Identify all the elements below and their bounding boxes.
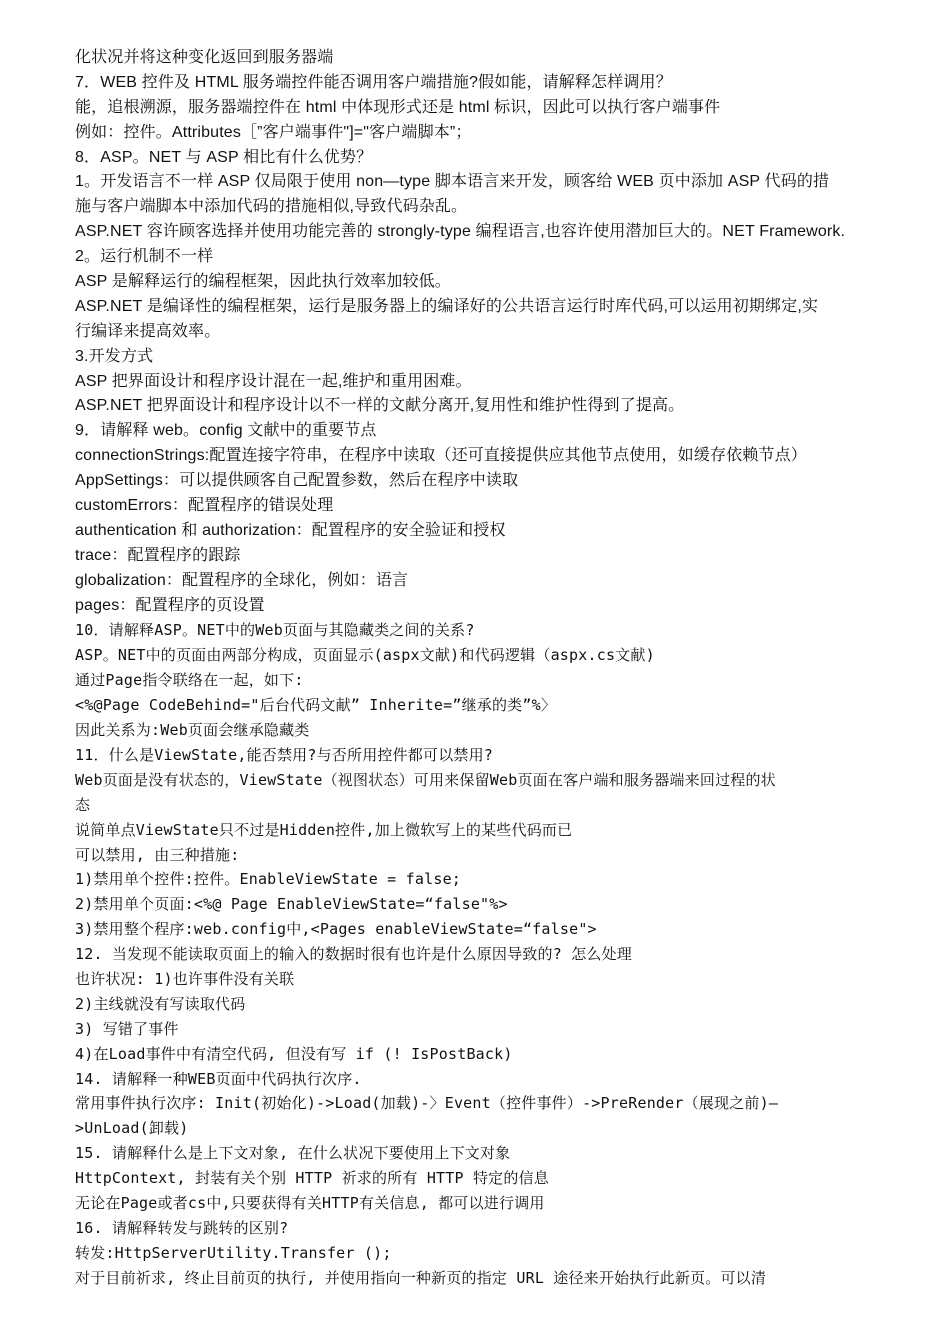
text-line: globalization：配置程序的全球化，例如：语言 [75, 571, 409, 589]
question-heading: 10．请解释ASP。NET中的Web页面与其隐藏类之间的关系? [75, 621, 475, 640]
text-line: 4)在Load事件中有清空代码, 但没有写 if (! IsPostBack) [75, 1044, 513, 1063]
text-line: HttpContext, 封装有关个别 HTTP 祈求的所有 HTTP 特定的信息 [75, 1169, 549, 1188]
text-line: pages：配置程序的页设置 [75, 596, 265, 614]
code-line: 2)禁用单个页面:<%@ Page EnableViewState=“false"%> [75, 895, 508, 914]
text-line: 例如：控件。Attributes［”客户端事件"]="客户端脚本”； [75, 123, 472, 141]
text-line: connectionStrings:配置连接字符串，在程序中读取（还可直接提供应其他节点使用，如缓存依赖节点） [75, 447, 807, 465]
text-line: ASP.NET 是编译性的编程框架，运行是服务器上的编译好的公共语言运行时库代码,可以运用初期绑定,实 [75, 297, 819, 315]
text-line: 能，追根溯源，服务器端控件在 html 中体现形式还是 html 标识，因此可以执行客户端事件 [75, 98, 721, 116]
text-line: AppSettings：可以提供顾客自己配置参数，然后在程序中读取 [75, 472, 519, 490]
text-line: authentication 和 authorization：配置程序的安全验证和授权 [75, 521, 506, 539]
text-line: ASP 把界面设计和程序设计混在一起,维护和重用困难。 [75, 372, 472, 390]
text-line: 也许状况: 1)也许事件没有关联 [75, 969, 295, 988]
text-line: 施与客户端脚本中添加代码的措施相似,导致代码杂乱。 [75, 198, 468, 216]
code-line: 3)禁用整个程序:web.config中,<Pages enableViewState=“false"> [75, 920, 597, 939]
text-line: >UnLoad(卸载) [75, 1119, 189, 1138]
question-heading: 15. 请解释什么是上下文对象, 在什么状况下要使用上下文对象 [75, 1144, 511, 1163]
text-line: ASP 是解释运行的编程框架，因此执行效率加较低。 [75, 273, 451, 291]
text-line: trace：配置程序的跟踪 [75, 546, 241, 564]
text-line: 3) 写错了事件 [75, 1019, 179, 1038]
question-heading: 7．WEB 控件及 HTML 服务端控件能否调用客户端措施?假如能，请解释怎样调用？ [75, 73, 672, 91]
text-line: 对于目前祈求, 终止目前页的执行, 并使用指向一种新页的指定 URL 途径来开始执行此新页。可以清 [75, 1268, 767, 1287]
question-heading: 9．请解释 web。config 文献中的重要节点 [75, 422, 377, 440]
text-line: Web页面是没有状态的，ViewState（视图状态）可用来保留Web页面在客户端和服务器端来回过程的状 [75, 770, 776, 789]
text-line: 无论在Page或者cs中,只要获得有关HTTP有关信息, 都可以进行调用 [75, 1193, 545, 1212]
text-line: 说简单点ViewState只不过是Hidden控件,加上微软写上的某些代码而已 [75, 820, 573, 839]
text-line: 态 [75, 795, 91, 814]
text-line: 2。运行机制不一样 [75, 248, 214, 266]
text-line: ASP.NET 把界面设计和程序设计以不一样的文献分离开,复用性和维护性得到了提高。 [75, 397, 685, 415]
code-line: <%@Page CodeBehind="后台代码文献” Inherite=”继承的类”%〉 [75, 696, 557, 715]
question-heading: 11．什么是ViewState,能否禁用?与否所用控件都可以禁用? [75, 745, 494, 764]
code-line: 转发:HttpServerUtility.Transfer (); [75, 1243, 392, 1262]
text-line: 行编译来提高效率。 [75, 322, 221, 340]
code-line: 1)禁用单个控件:控件。EnableViewState = false; [75, 870, 462, 889]
question-heading: 14. 请解释一种WEB页面中代码执行次序. [75, 1069, 362, 1088]
question-heading: 12. 当发现不能读取页面上的输入的数据时很有也许是什么原因导致的? 怎么处理 [75, 945, 632, 964]
question-heading: 16. 请解释转发与跳转的区别? [75, 1218, 289, 1237]
text-line: 常用事件执行次序: Init(初始化)->Load(加载)-〉Event（控件事件）->PreRender（展现之前)— [75, 1094, 779, 1113]
text-line: ASP.NET 容许顾客选择并使用功能完善的 strongly-type 编程语言,也容许使用潜加巨大的。NET Framework. [75, 223, 846, 241]
text-line: 因此关系为:Web页面会继承隐藏类 [75, 721, 310, 740]
text-line: 3.开发方式 [75, 347, 154, 365]
text-line: customErrors：配置程序的错误处理 [75, 497, 334, 515]
text-line: 化状况并将这种变化返回到服务器端 [75, 49, 334, 66]
text-line: 2)主线就没有写读取代码 [75, 994, 246, 1013]
question-heading: 8．ASP。NET 与 ASP 相比有什么优势？ [75, 148, 373, 166]
text-line: 通过Page指令联络在一起，如下: [75, 671, 304, 690]
text-line: 1。开发语言不一样 ASP 仅局限于使用 non—type 脚本语言来开发，顾客给 WEB 页中添加 ASP 代码的措 [75, 173, 830, 191]
text-line: 可以禁用, 由三种措施: [75, 845, 240, 864]
text-line: ASP。NET中的页面由两部分构成，页面显示(aspx文献)和代码逻辑（aspx.cs文献) [75, 646, 655, 665]
